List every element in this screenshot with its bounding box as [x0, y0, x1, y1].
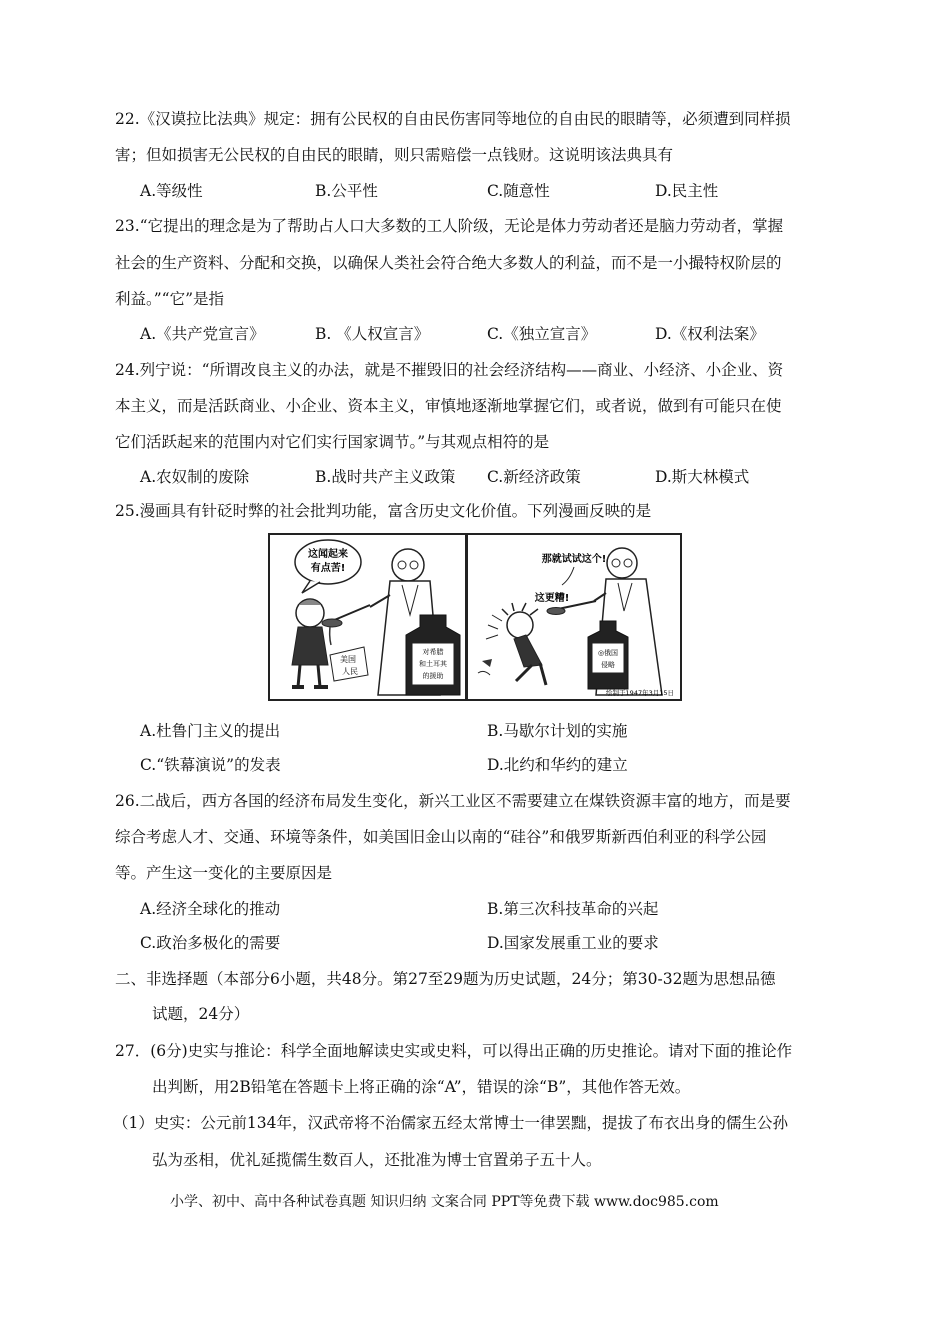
child-tag-line2: 人民: [342, 667, 358, 676]
q26-option-b: B.第三次科技革命的兴起: [487, 900, 659, 918]
q23-option-c: C.《独立宣言》: [487, 325, 597, 343]
q27-sub1-line1: （1）史实：公元前134年，汉武帝将不治儒家五经太常博士一律罢黜，提拔了布衣出身的儒生公孙: [113, 1114, 788, 1132]
left-bubble-line2: 有点苦!: [310, 563, 346, 574]
left-bottle-line1: 对希腊: [422, 648, 444, 656]
q27-stem-line1: 27．(6分)史实与推论：科学全面地解读史实或史料，可以得出正确的历史推论。请对下面的推论作: [115, 1042, 793, 1060]
q26-stem-line3: 等。产生这一变化的主要原因是: [115, 864, 333, 882]
cartoon-drawing: [270, 535, 680, 699]
left-speech-bubble: [295, 540, 361, 584]
q24-option-d: D.斯大林模式: [655, 468, 750, 486]
q23-option-b: B. 《人权宣言》: [315, 325, 430, 343]
q23-stem-line3: 利益。”“它”是指: [115, 290, 225, 308]
q27-stem-line2: 出判断，用2B铅笔在答题卡上将正确的涂“A”，错误的涂“B”，其他作答无效。: [152, 1078, 691, 1096]
right-bubble-text: 那就试试这个!: [541, 554, 607, 565]
q24-option-a: A.农奴制的废除: [140, 468, 250, 486]
section2-heading-line2: 试题，24分）: [152, 1005, 250, 1023]
q23-option-a: A.《共产党宣言》: [140, 325, 265, 343]
q23-stem-line2: 社会的生产资料、分配和交换，以确保人类社会符合绝大多数人的利益，而不是一小撮特权阶层的: [115, 254, 782, 272]
q23-stem-line1: 23.“它提出的理念是为了帮助占人口大多数的工人阶级，无论是体力劳动者还是脑力劳动者，掌握: [115, 217, 784, 235]
right-bottle-line2: 侵略: [601, 661, 615, 669]
q25-option-c: C.“铁幕演说”的发表: [140, 756, 281, 774]
q22-option-a: A.等级性: [140, 182, 203, 200]
cartoon-credit: 绘制于1947年3月15日: [606, 689, 674, 697]
q25-option-d: D.北约和华约的建立: [487, 756, 628, 774]
child-body: [292, 627, 328, 665]
q22-option-d: D.民主性: [655, 182, 719, 200]
left-bubble-line1: 这闻起来: [308, 549, 348, 560]
right-shout-text: 这更糟!: [534, 593, 570, 604]
child-tag-line1: 美国: [340, 655, 356, 664]
q26-stem-line1: 26.二战后，西方各国的经济布局发生变化，新兴工业区不需要建立在煤铁资源丰富的地方，而是要: [115, 792, 791, 810]
section2-heading-line1: 二、非选择题（本部分6小题，共48分。第27至29题为历史试题，24分；第30-32题为思想品德: [115, 970, 776, 988]
q25-option-b: B.马歇尔计划的实施: [487, 722, 628, 740]
left-bottle-line2: 和土耳其: [419, 660, 447, 668]
q24-stem-line3: 它们活跃起来的范围内对它们实行国家调节。”与其观点相符的是: [115, 433, 550, 451]
left-bottle-line3: 的援助: [422, 672, 444, 680]
q22-option-c: C.随意性: [487, 182, 550, 200]
q26-option-a: A.经济全球化的推动: [140, 900, 281, 918]
q26-stem-line2: 综合考虑人才、交通、环境等条件，如美国旧金山以南的“硅谷”和俄罗斯新西伯利亚的科学公园: [115, 828, 767, 846]
q25-option-a: A.杜鲁门主义的提出: [140, 722, 281, 740]
right-bottle-line1: ◎俄国: [597, 649, 619, 657]
q22-option-b: B.公平性: [315, 182, 378, 200]
q25-stem-line1: 25.漫画具有针砭时弊的社会批判功能，富含历史文化价值。下列漫画反映的是: [115, 502, 652, 520]
q24-stem-line2: 本主义，而是活跃商业、小企业、资本主义，审慎地逐渐地掌握它们，或者说，做到有可能只在使: [115, 397, 782, 415]
q25-cartoon: [268, 533, 682, 701]
q22-stem-line2: 害；但如损害无公民权的自由民的眼睛，则只需赔偿一点钱财。这说明该法典具有: [115, 146, 674, 164]
q27-sub1-line2: 弘为丞相，优礼延揽儒生数百人，还批准为博士官置弟子五十人。: [152, 1151, 602, 1169]
falling-child-body: [514, 635, 542, 667]
q23-option-d: D.《权利法案》: [655, 325, 765, 343]
page-footer: 小学、初中、高中各种试卷真题 知识归纳 文案合同 PPT等免费下载 www.doc985.com: [170, 1194, 719, 1210]
q26-option-d: D.国家发展重工业的要求: [487, 934, 659, 952]
q26-option-c: C.政治多极化的需要: [140, 934, 281, 952]
q22-stem-line1: 22.《汉谟拉比法典》规定：拥有公民权的自由民伤害同等地位的自由民的眼睛等，必须遭到同样损: [115, 110, 791, 128]
falling-child-head: [507, 612, 533, 638]
q24-option-b: B.战时共产主义政策: [315, 468, 456, 486]
q24-stem-line1: 24.列宁说：“所谓改良主义的办法，就是不摧毁旧的社会经济结构——商业、小经济、小企业、资: [115, 361, 784, 379]
truman-head: [392, 549, 424, 581]
q24-option-c: C.新经济政策: [487, 468, 581, 486]
